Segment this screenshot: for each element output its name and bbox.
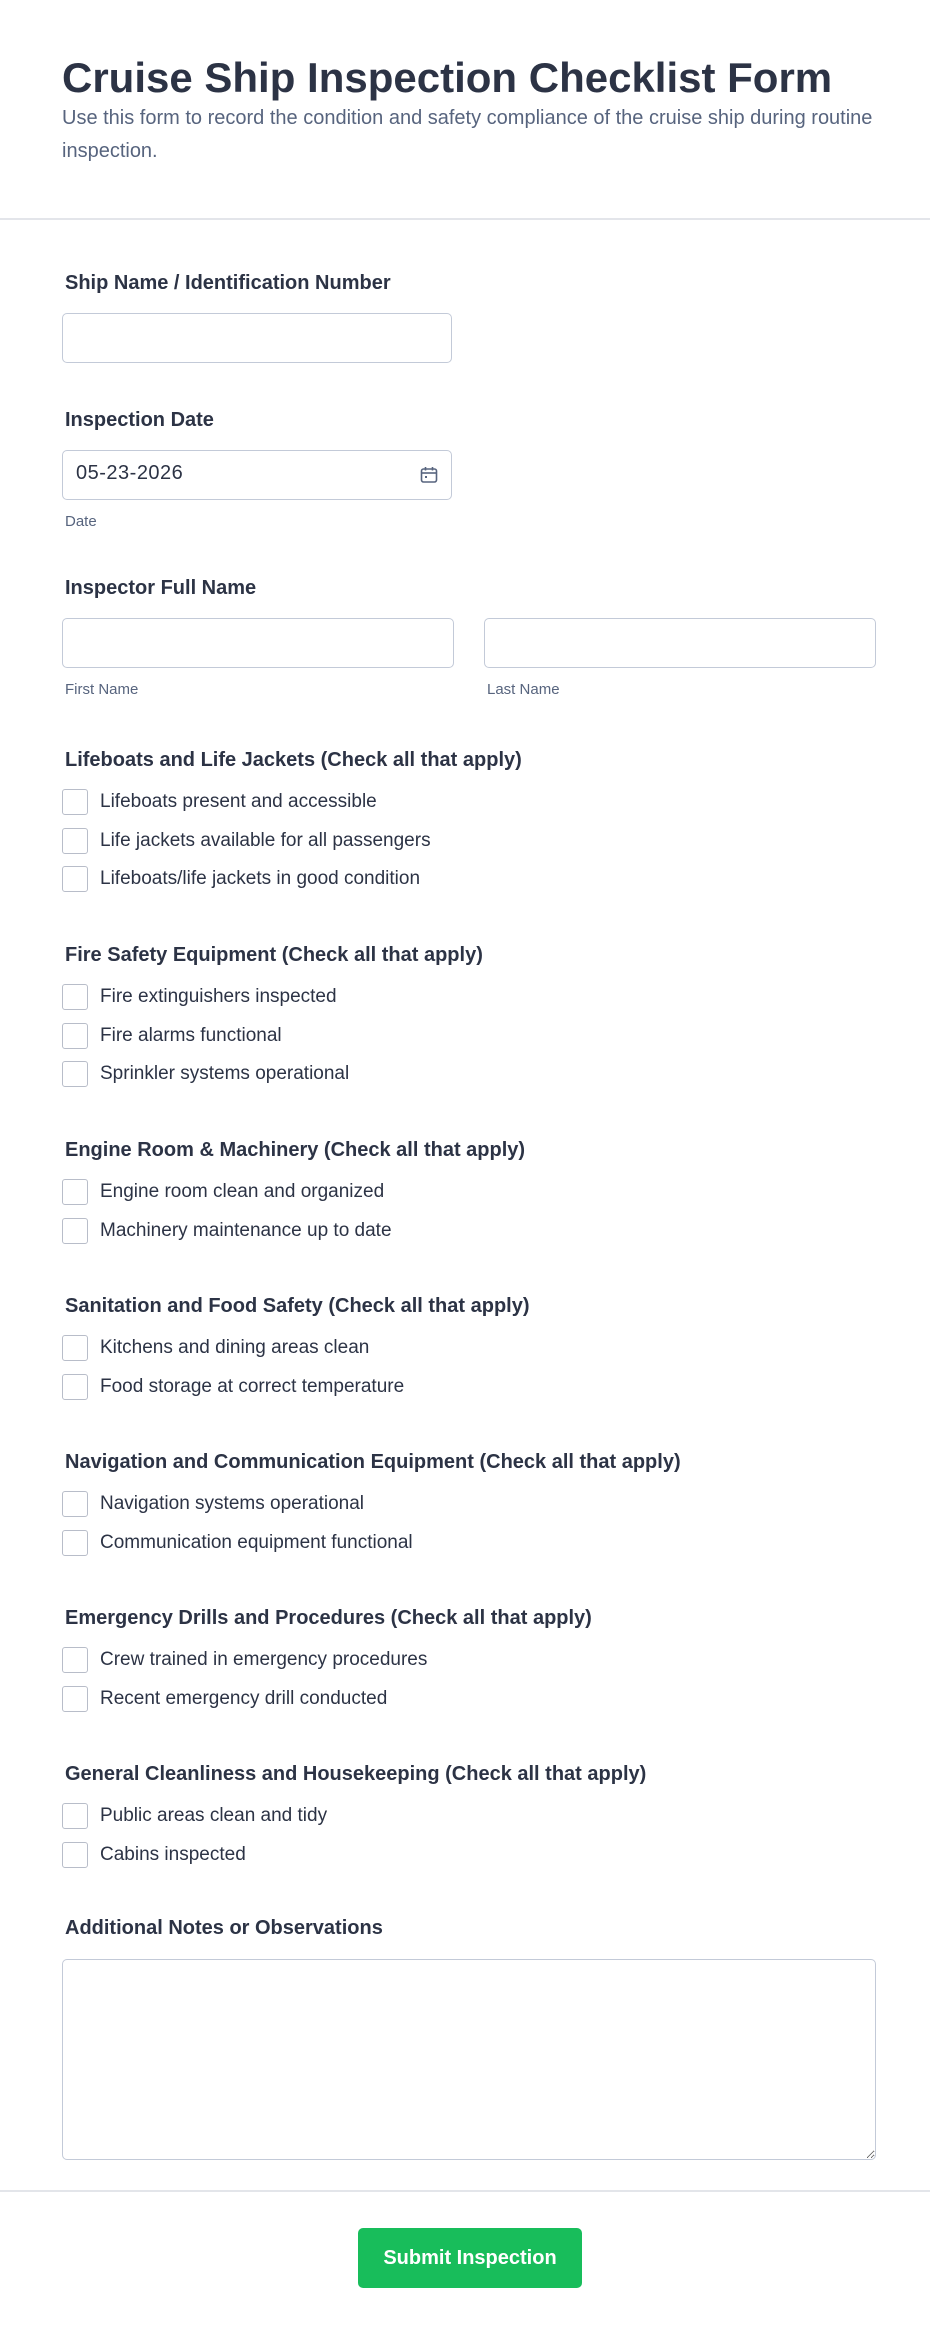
section-title: Lifeboats and Life Jackets (Check all that apply) (65, 749, 522, 771)
checkbox-label: Fire alarms functional (100, 1025, 282, 1046)
submit-button[interactable]: Submit Inspection (358, 2228, 582, 2288)
inspection-date-input[interactable] (62, 450, 452, 500)
checkbox[interactable] (62, 828, 88, 854)
checkbox-label: Life jackets available for all passengers (100, 830, 431, 851)
checkbox-label: Machinery maintenance up to date (100, 1220, 392, 1241)
form-subtitle: Use this form to record the condition and safety compliance of the cruise ship during routine inspection. (62, 107, 873, 162)
checkbox[interactable] (62, 1179, 88, 1205)
checkbox-label: Recent emergency drill conducted (100, 1688, 388, 1709)
checkbox-label: Sprinkler systems operational (100, 1063, 350, 1084)
checkbox[interactable] (62, 1491, 88, 1517)
checkbox[interactable] (62, 1374, 88, 1400)
footer-divider (0, 2190, 930, 2192)
checkbox[interactable] (62, 866, 88, 892)
ship-name-input[interactable] (62, 313, 452, 363)
form-header (0, 0, 930, 220)
form-title: Cruise Ship Inspection Checklist Form (62, 54, 833, 101)
checkbox-label: Food storage at correct temperature (100, 1376, 405, 1397)
section-title: Emergency Drills and Procedures (Check all that apply) (65, 1607, 592, 1629)
first-name-input[interactable] (62, 618, 454, 668)
checkbox[interactable] (62, 1842, 88, 1868)
section-title: Sanitation and Food Safety (Check all that apply) (65, 1295, 530, 1317)
checkbox[interactable] (62, 1023, 88, 1049)
checkbox[interactable] (62, 789, 88, 815)
checkbox[interactable] (62, 1218, 88, 1244)
checkbox-label: Lifeboats/life jackets in good condition (100, 868, 421, 889)
date-sublabel: Date (65, 513, 97, 530)
checkbox-label: Public areas clean and tidy (100, 1805, 328, 1826)
checkbox[interactable] (62, 1061, 88, 1087)
checkbox-label: Lifeboats present and accessible (100, 791, 377, 812)
checkbox[interactable] (62, 1335, 88, 1361)
section-title: General Cleanliness and Housekeeping (Check all that apply) (65, 1763, 647, 1785)
ship-name-label: Ship Name / Identification Number (65, 272, 391, 294)
checkbox[interactable] (62, 1803, 88, 1829)
notes-label: Additional Notes or Observations (65, 1917, 383, 1939)
notes-textarea[interactable] (62, 1959, 876, 2160)
section-title: Engine Room & Machinery (Check all that apply) (65, 1139, 526, 1161)
last-name-input[interactable] (484, 618, 876, 668)
checkbox-label: Fire extinguishers inspected (100, 986, 337, 1007)
inspection-date-value: 05-23-2026 (76, 462, 184, 484)
checkbox[interactable] (62, 1647, 88, 1673)
last-name-sublabel: Last Name (487, 681, 560, 698)
calendar-icon[interactable] (419, 465, 439, 485)
checkbox-label: Engine room clean and organized (100, 1181, 385, 1202)
section-title: Navigation and Communication Equipment (Check all that apply) (65, 1451, 681, 1473)
checkbox-label: Cabins inspected (100, 1844, 246, 1865)
section-title: Fire Safety Equipment (Check all that apply) (65, 944, 483, 966)
checkbox[interactable] (62, 1686, 88, 1712)
first-name-sublabel: First Name (65, 681, 139, 698)
checkbox-label: Navigation systems operational (100, 1493, 365, 1514)
checkbox[interactable] (62, 984, 88, 1010)
checkbox-label: Communication equipment functional (100, 1532, 413, 1553)
checkbox[interactable] (62, 1530, 88, 1556)
checkbox-label: Kitchens and dining areas clean (100, 1337, 370, 1358)
inspector-name-label: Inspector Full Name (65, 577, 257, 599)
inspection-date-label: Inspection Date (65, 409, 214, 431)
checkbox-label: Crew trained in emergency procedures (100, 1649, 428, 1670)
